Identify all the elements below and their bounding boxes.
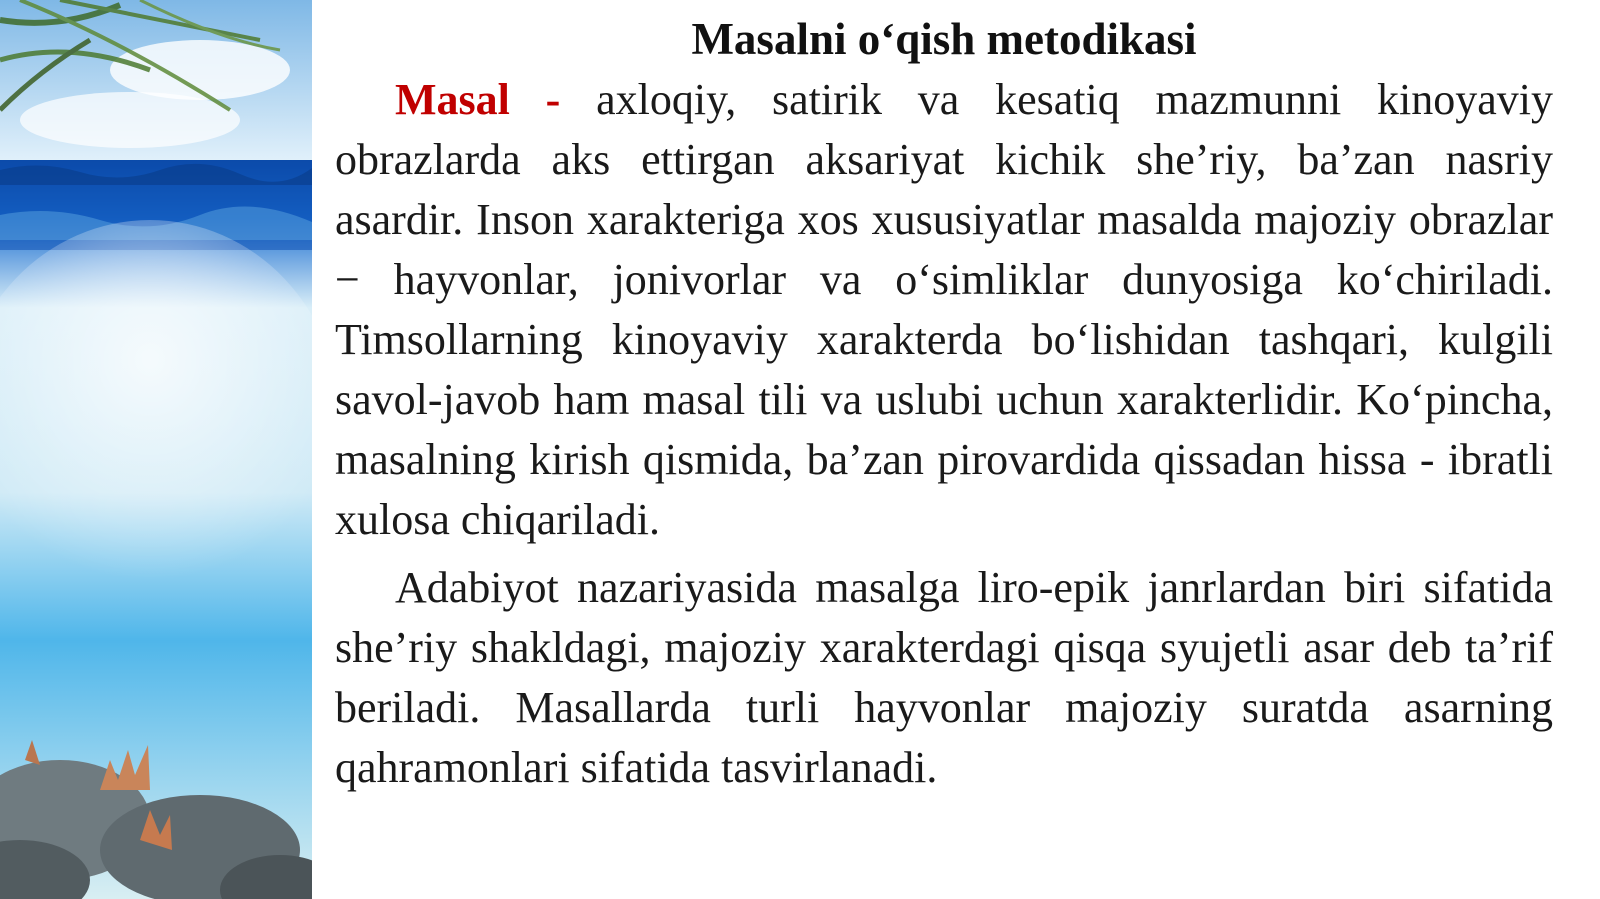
slide-content — [335, 8, 1553, 798]
decorative-sea-image — [0, 0, 312, 899]
definition-text: axloqiy, satirik va kesatiq mazmunni kinoyaviy obrazlarda aks ettirgan aksariyat kichik she’riy, ba’zan nasriy asardir. Inson xarakteriga xos xususiyatlar masalda majoziy obrazlar − hayvonlar, jonivorlar va oʻsimliklar dunyosiga koʻchiriladi. Timsollarning kinoyaviy xarakterda boʻlishidan tashqari, kulgili savol-javob ham masal tili va uslubi uchun xarakterlidir. Koʻpincha, masalning kirish qismida, ba’zan pirovardida qissadan hissa - ibratli xulosa chiqariladi. — [335, 75, 1553, 544]
term-masal: Masal - — [395, 75, 561, 124]
paragraph-definition — [335, 70, 1553, 550]
slide-title: Masalni oʻqish metodikasi — [691, 14, 1197, 64]
paragraph-theory: Adabiyot nazariyasida masalga liro-epik janrlardan biri sifatida she’riy shakldagi, majoziy xarakterdagi qisqa syujetli asar deb ta’rif beriladi. Masallarda turli hayvonlar majoziy suratda asarning qahramonlari sifatida tasvirlanadi. — [335, 563, 1553, 792]
